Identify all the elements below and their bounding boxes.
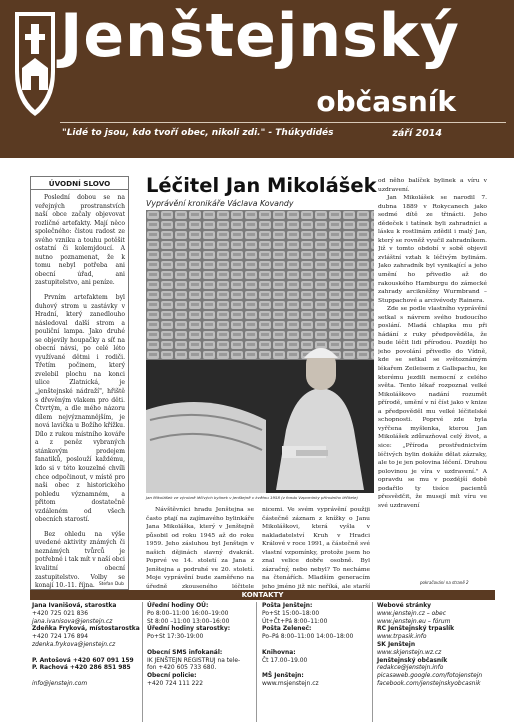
contacts-bar (30, 590, 495, 600)
contact-line: +420 724 111 222 (147, 679, 203, 687)
contact-line: Obecní SMS infokanál: (147, 648, 223, 656)
intro-box (30, 176, 129, 590)
contact-line (147, 641, 240, 649)
masthead-quote: "Lidé to jsou, kdo tvoří obec, nikoli zdi." - Thúkydidés (62, 128, 334, 138)
contact-line: +420 725 021 836 (32, 609, 88, 617)
contact-line: P. Antošová +420 607 091 159 (32, 656, 134, 664)
contact-line[interactable]: facebook.com/jenstejnskyobcasnik (377, 679, 481, 687)
intro-text (31, 190, 128, 590)
contacts-column-web (377, 602, 482, 688)
contacts-column-officials (32, 602, 140, 688)
contact-line: Úřední hodiny starostky: (147, 625, 231, 633)
contacts-column-services (262, 602, 353, 688)
contact-line: Čt 17.00–19.00 (262, 656, 308, 664)
article-column-1 (146, 506, 254, 590)
contact-line: SK Jenštejn (377, 640, 416, 648)
intro-paragraph: Prvním artefaktem byl duhový strom u zastávky v Hradní, který zanedlouho následoval další strom a pouliční lampa. Jako druhé se objevily houpačky a síť na obecní návsi, po celé léto využívané dětmi i rodiči. Třetím počinem, který zvelebil plochu na konci ulice Zlatnická, je „jenštejnské nádraží", hřiště s dřevěným vlakem pro děti. Čtvrtým, a dle mého názoru dílem nejvýznamnějším, je nová lavička u Božího křížku. Dílo z rukou místního kováře a z peněz vybraných stánkovým prodejem fanatiků, poslouží každému, kdo si v této kouzelné chvíli chce odpočinout, v místě pro naši obec z historického pohledu významném, a přitom dostatečně vzdáleném od všech obecních starostí. (35, 294, 125, 524)
continued-note: pokračování na straně 2 (420, 580, 469, 585)
contact-line: +420 724 176 894 (32, 633, 88, 641)
contact-line (32, 672, 140, 680)
newspaper-title: Jenštejnský (60, 1, 460, 71)
contacts-heading: KONTAKTY (241, 591, 284, 599)
contact-line: Jana Ivanišová, starostka (32, 602, 117, 609)
contact-line[interactable]: www.jenstejn.eu – fórum (377, 617, 451, 625)
article-paragraph: Jan Mikolášek se narodil 7. dubna 1889 v Rokycanech jako sedmé dítě ze třinácti. Jeho dědeček i tatínek byli zahradníci a lásku k rostlinám zdědil i malý Jan, který se rovněž vyučil zahradníkem. Již v tomto období v sobě objevil zvláštní vztah k léčivým bylinám. Jako zahradník byl vynikající a jeho umění ho přivedlo až do rakouského Hamburgu do zámecké zahrady arcikněžny Wurmbrand – Stuppachové a arcivévody Rainera. (378, 194, 487, 304)
contact-line[interactable]: www.jenstejn.cz – obec (377, 609, 446, 617)
contacts-column-hours (147, 602, 240, 688)
intro-signature: Stefan Dub (98, 582, 124, 587)
contact-line: Út+Čt+Pá 8:00–11:00 (262, 617, 328, 625)
contact-line: fon +420 605 733 680. (147, 664, 217, 672)
contact-line[interactable]: picasaweb.google.com/fotojenstejn (377, 672, 483, 680)
contact-line: Pošta Jenštejn: (262, 602, 313, 609)
contact-line: Knihovna: (262, 648, 296, 656)
intro-paragraph: Bez ohledu na výše uvedené aktivity známých či neznámých tvůrců je potřebné i tak mít v naší obci kvalitní obecní zastupitelstvo. Volby se konají 10.-11. října. (35, 530, 125, 590)
contact-line: www.msjenstejn.cz (262, 679, 319, 687)
newspaper-subtitle: občasník (316, 85, 456, 118)
contact-line: P. Rachová +420 286 851 985 (32, 664, 131, 672)
contact-line (262, 641, 353, 649)
article-column-2 (262, 506, 370, 590)
intro-heading: ÚVODNÍ SLOVO (31, 177, 128, 190)
contact-line[interactable]: zdenka.frykova@jenstejn.cz (32, 640, 116, 648)
article-paragraph: od něho balíček bylinek a víru v uzdravení. (378, 177, 487, 193)
contact-line (32, 649, 140, 657)
contact-line: Po+St 17:30-19:00 (147, 633, 204, 641)
contact-line: Po–Pá 8:00–11:00 14:00–18:00 (262, 633, 354, 641)
masthead (0, 0, 514, 158)
contact-line: Úřední hodiny OÚ: (147, 602, 209, 609)
contact-line: Zdeňka Fryková, místostarostka (32, 625, 140, 633)
contact-line (262, 664, 353, 672)
contact-line: Obecní policie: (147, 672, 197, 680)
contact-line[interactable]: jana.ivanisova@jenstejn.cz (32, 617, 113, 625)
contact-line: Po+St 15:00–18:00 (262, 609, 320, 617)
intro-paragraph: Poslední dobou se na veřejných prostranstvích naší obce začaly objevovat rozličné artefakty. Mají něco společného: čistou radost ze svého vzniku a touhu potěšit ostatní či kolemjdoucí. A nutno poznamenat, že k tomu nebyl potřeba ani obecní úřad, ani zastupitelstvo, ani peníze. (35, 194, 125, 287)
article-title: Léčitel Jan Mikolášek (146, 174, 377, 197)
contact-line: RC Jenštejnský trpaslík (377, 625, 455, 633)
contacts-divider (142, 602, 143, 722)
contacts-divider (372, 602, 373, 722)
contact-line[interactable]: www.skjenstejn.wz.cz (377, 648, 442, 656)
article-subtitle: Vyprávění kronikáře Václava Kovandy (146, 199, 294, 208)
contact-line: Jenštejnský občasník (377, 656, 448, 664)
article-paragraph: nicemi. Ve svém vyprávění použiji částečně záznam z knížky o Janu Mikoláškovi, která vyšla v nakladatelství Kruh v Hradci Králové v roce 1991, a částečně své vlastní vzpomínky, protože jsem ho znal velice dobře osobně. Byl zázračný, nebo nebyl? To necháme na čtenářích. Mladším generacím jeho jméno již nic neříká, ale starší (262, 506, 370, 590)
contact-line[interactable]: www.trpasik.info (377, 633, 427, 641)
contact-line[interactable]: redakce@jenstejn.info (377, 664, 444, 672)
coat-of-arms-icon (12, 10, 58, 118)
photo-caption: Jan Mikolášek ve výrobně léčivých bylinek v Jenštejně v květnu 1958 (z fondu Vzpomínky přírodního léčitele) (146, 495, 358, 500)
contact-line: St 8:00 –11:00 13:00–16:00 (147, 617, 230, 625)
contacts-divider (256, 602, 257, 722)
article-paragraph: Zde se podle vlastního vyprávění setkal s návrem svého budoucího poslání. Mladá chlapka mu při hádání z ruky předpověděla, že bude léčit lidi přírodou. Později ho jeho povolání přivedlo do Vídně, kde se setkal se světoznámým lékařem Zeileisem z Gallspachu, ke kterému jezdili nemocní z celého světa. Tento lékař rozpoznal velké Mikoláškovo nadání rozumět přírodě, umění v ní číst jako v knize a předpověděl mu velké léčitelské schopnosti. Poprvé zde byla vyřčena myšlenka, kterou Jan Mikolášek zdůrazňoval celý život, a sice: „Příroda prostřednictvím léčivých bylin dokáže dělat zázraky, ale to je jen polovina léčení. Druhou polovinou je víra v uzdravení." A opravdu se mu v pozdější době podařilo ty tisíce pacientů přesvědčit, že musejí mít víru ve své uzdravení (378, 305, 487, 509)
article-column-3 (378, 177, 487, 575)
contact-line: Po 8:00–11:00 16:00–19:00 (147, 609, 229, 617)
issue-date: září 2014 (392, 128, 442, 139)
contact-line[interactable]: info@jenstejn.com (32, 679, 88, 687)
article-paragraph: Návštěvníci hradu Jenštejna se často ptají na zajímavého bylinkáře Jana Mikoláška, který v Jenštejně působil od roku 1945 až do roku 1959. Jeho zásluhou byl Jenštejn v našich dějinách slavný dvakrát. Poprvé ve 14. století za Jana z Jenštejna a podruhé ve 20. století. Moje vyprávění bude zaměřeno na úředně zkouseného léčitele (146, 506, 254, 590)
contact-line: MŠ Jenštejn: (262, 672, 304, 680)
article-photo (146, 210, 374, 493)
contact-line: IK JENŠTEJN REGISTRUJ na tele- (147, 656, 241, 664)
contact-line: Webové stránky (377, 602, 432, 609)
masthead-divider (60, 122, 506, 123)
contact-line: Pošta Zeleneč: (262, 625, 312, 633)
